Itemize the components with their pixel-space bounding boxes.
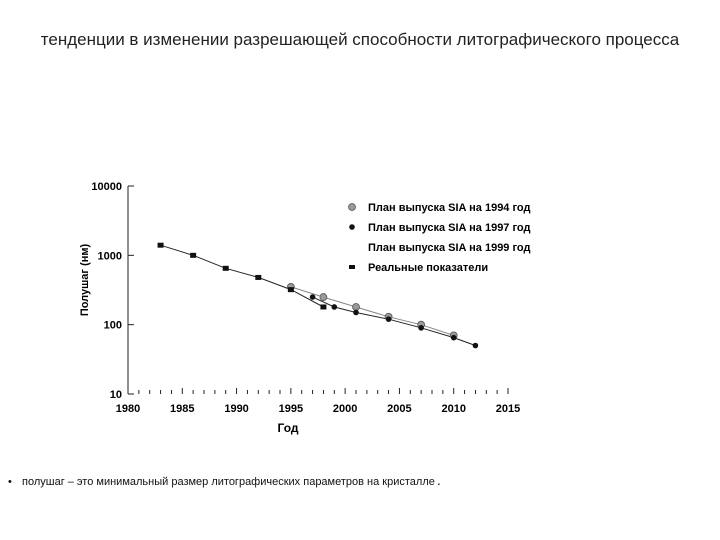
footnote-bullet: • xyxy=(8,476,12,488)
x-tick-label: 2000 xyxy=(332,403,358,415)
data-point-black-circle xyxy=(451,335,457,341)
slide-title: тенденции в изменении разрешающей способности литографического процесса xyxy=(40,30,680,49)
data-point-square xyxy=(158,243,164,248)
legend-marker-gray-circle xyxy=(349,204,356,211)
y-tick-label: 100 xyxy=(103,319,122,332)
data-point-black-circle xyxy=(386,316,392,322)
data-point-black-circle xyxy=(418,325,424,331)
chart-legend xyxy=(349,202,531,274)
legend-label: Реальные показатели xyxy=(368,262,489,274)
legend-label: План выпуска SIA на 1999 год xyxy=(368,242,531,254)
footnote-end: . xyxy=(436,472,441,488)
footnote-text: полушаг – это минимальный размер литографических параметров на кристалле xyxy=(22,476,435,488)
legend-marker-black-circle xyxy=(349,224,355,230)
series-line-4 xyxy=(161,245,324,307)
data-point-gray-circle xyxy=(353,303,360,310)
y-tick-label: 1000 xyxy=(97,250,122,263)
x-tick-label: 1995 xyxy=(278,403,304,415)
legend-label: План выпуска SIA на 1994 год xyxy=(368,202,531,214)
data-point-square xyxy=(288,287,294,292)
data-point-square xyxy=(190,253,196,258)
x-tick-label: 1990 xyxy=(224,403,249,415)
footnote xyxy=(8,472,441,488)
data-point-square xyxy=(320,304,326,309)
data-point-square xyxy=(255,275,261,280)
y-tick-label: 10000 xyxy=(91,181,122,193)
x-tick-label: 2015 xyxy=(495,403,521,415)
series-line-1 xyxy=(291,287,454,336)
x-tick-label: 1985 xyxy=(170,403,195,415)
data-point-square xyxy=(223,266,229,271)
y-axis-label: Полушаг (нм) xyxy=(79,243,91,317)
y-tick-label: 10 xyxy=(109,389,122,401)
x-tick-label: 1980 xyxy=(115,403,141,415)
legend-label: План выпуска SIA на 1997 год xyxy=(368,222,531,234)
x-axis-label: Год xyxy=(277,421,299,435)
data-point-black-circle xyxy=(331,304,337,310)
data-point-gray-circle xyxy=(320,294,327,301)
trend-lines xyxy=(161,245,476,345)
data-point-black-circle xyxy=(473,343,479,349)
x-tick-label: 2005 xyxy=(387,403,412,415)
x-tick-label: 2010 xyxy=(441,403,466,415)
data-point-black-circle xyxy=(353,310,359,316)
data-point-black-circle xyxy=(310,294,316,300)
legend-marker-square xyxy=(349,265,355,269)
